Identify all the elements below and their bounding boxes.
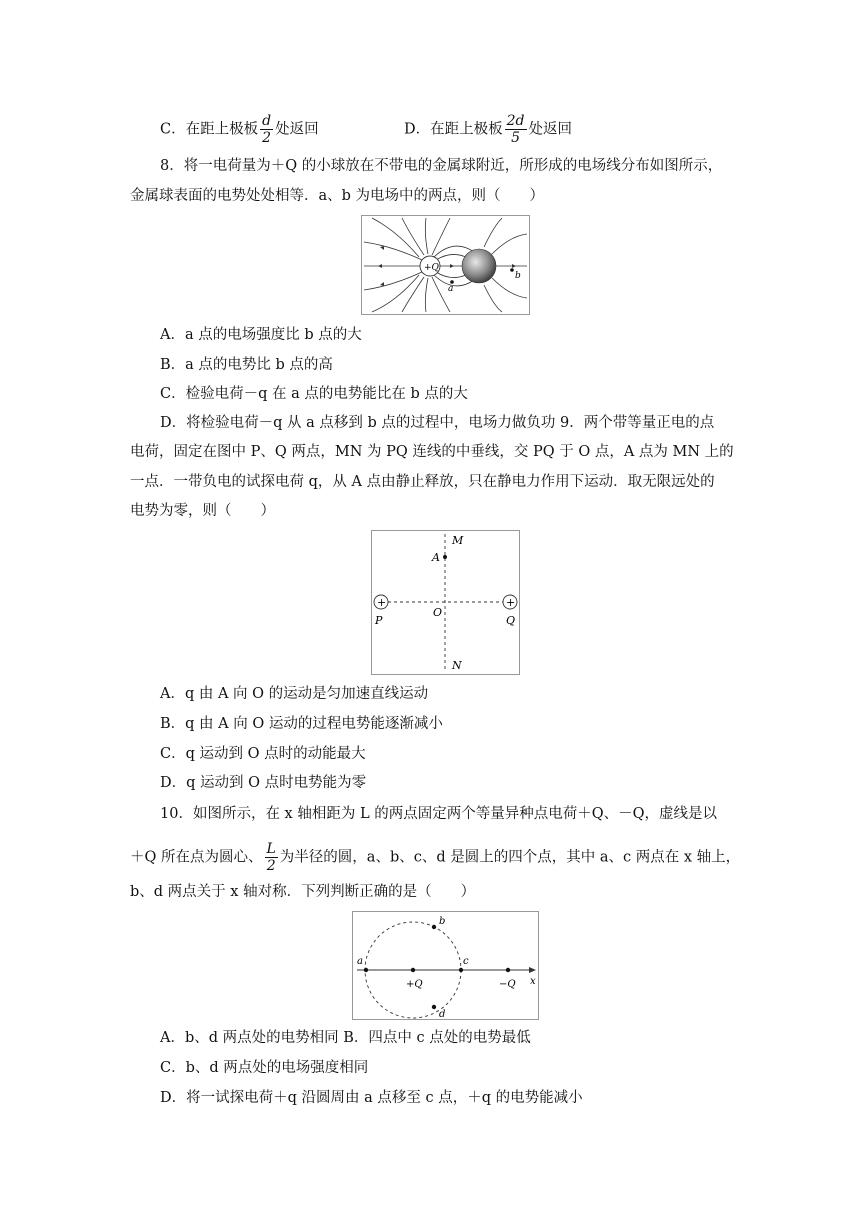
q8-field-line-diagram: [362, 216, 529, 314]
q10-circle-diagram: [353, 912, 538, 1019]
q8-option-a: A．a 点的电场强度比 b 点的大: [160, 327, 362, 343]
q9-label-p: P: [375, 614, 383, 627]
q9-plus-q: +: [506, 596, 516, 609]
q8-option-c: C．检验电荷－q 在 a 点的电势能比在 b 点的大: [160, 386, 468, 402]
q10-label-a: a: [357, 956, 363, 967]
q8-label-charge: +Q: [424, 263, 439, 273]
q10-circle-figure: [352, 911, 539, 1020]
q9-label-o: O: [433, 606, 443, 619]
q8-stem-line-1: 8．将一电荷量为＋Q 的小球放在不带电的金属球附近，所形成的电场线分布如图所示，: [160, 158, 723, 174]
q9-charges-diagram: [372, 531, 519, 674]
q10-option-ab: A．b、d 两点处的电势相同 B．四点中 c 点处的电势最低: [160, 1030, 531, 1046]
q7-option-d: [404, 113, 572, 146]
q9-label-n: N: [452, 659, 462, 672]
q8-field-line-figure: [361, 215, 530, 315]
q10-label-c: c: [463, 956, 469, 967]
q7-option-c-fraction: $\frac{d}{2}$: [262, 113, 272, 146]
q10-option-c: C．b、d 两点处的电场强度相同: [160, 1060, 369, 1076]
q10-label-x: x: [530, 976, 536, 987]
q10-stem-line-2-suffix: 为半径的圆，a、b、c、d 是圆上的四个点，其中 a、c 两点在 x 轴上，: [279, 849, 741, 866]
q9-stem-line-3: 一点．一带负电的试探电荷 q，从 A 点由静止释放，只在静电力作用下运动．取无限远处的: [130, 474, 715, 490]
q8-option-b: B．a 点的电势比 b 点的高: [160, 357, 333, 373]
q7-option-c-prefix: C．在距上极板: [160, 121, 259, 138]
q8-label-b: b: [515, 271, 521, 281]
q8-option-d: D．将检验电荷－q 从 a 点移到 b 点的过程中，电场力做负功 9．两个带等量正电的点: [160, 415, 715, 431]
q10-label-b: b: [439, 916, 446, 927]
q7-option-c-suffix: 处返回: [275, 121, 319, 138]
q9-plus-p: +: [377, 596, 387, 609]
q7-option-c: [160, 113, 319, 146]
q9-option-d: D．q 运动到 O 点时电势能为零: [160, 775, 367, 791]
q9-option-b: B．q 由 A 向 O 运动的过程电势能逐渐减小: [160, 716, 443, 732]
q10-stem-line-2-prefix: ＋Q 所在点为圆心、: [130, 849, 263, 866]
q9-stem-line-2: 电荷，固定在图中 P、Q 两点，MN 为 PQ 连线的中垂线，交 PQ 于 O 点，A 点为 MN 上的: [130, 444, 734, 460]
q10-stem-line-2: [130, 841, 740, 874]
q9-stem-line-4: 电势为零，则（ ）: [130, 503, 275, 519]
q9-label-m: M: [452, 534, 464, 547]
q8-metal-sphere: [462, 249, 496, 283]
q10-label-minus-q: −Q: [499, 979, 516, 990]
q7-option-d-fraction: $\frac{2d}{5}$: [506, 113, 525, 146]
q7-option-d-prefix: D．在距上极板: [404, 121, 503, 138]
q10-option-d: D．将一试探电荷＋q 沿圆周由 a 点移至 c 点，＋q 的电势能减小: [160, 1090, 583, 1106]
q9-label-a: A: [432, 551, 440, 564]
q9-charges-figure: [371, 530, 520, 675]
q10-label-d: d: [439, 1009, 446, 1019]
q8-stem-line-2: 金属球表面的电势处处相等．a、b 为电场中的两点，则（ ）: [130, 188, 545, 204]
q9-option-c: C．q 运动到 O 点时的动能最大: [160, 746, 366, 762]
q7-option-d-suffix: 处返回: [528, 121, 572, 138]
q10-stem-line-3: b、d 两点关于 x 轴对称．下列判断正确的是（ ）: [130, 884, 476, 900]
q10-stem-fraction: $\frac{L}{2}$: [266, 841, 276, 874]
q10-stem-line-1: 10．如图所示，在 x 轴相距为 L 的两点固定两个等量异种点电荷＋Q、－Q，虚线是以: [160, 806, 717, 822]
q8-label-a: a: [448, 284, 454, 294]
q9-option-a: A．q 由 A 向 O 的运动是匀加速直线运动: [160, 686, 429, 702]
q10-label-plus-q: +Q: [406, 979, 423, 990]
q9-label-q: Q: [506, 614, 516, 627]
